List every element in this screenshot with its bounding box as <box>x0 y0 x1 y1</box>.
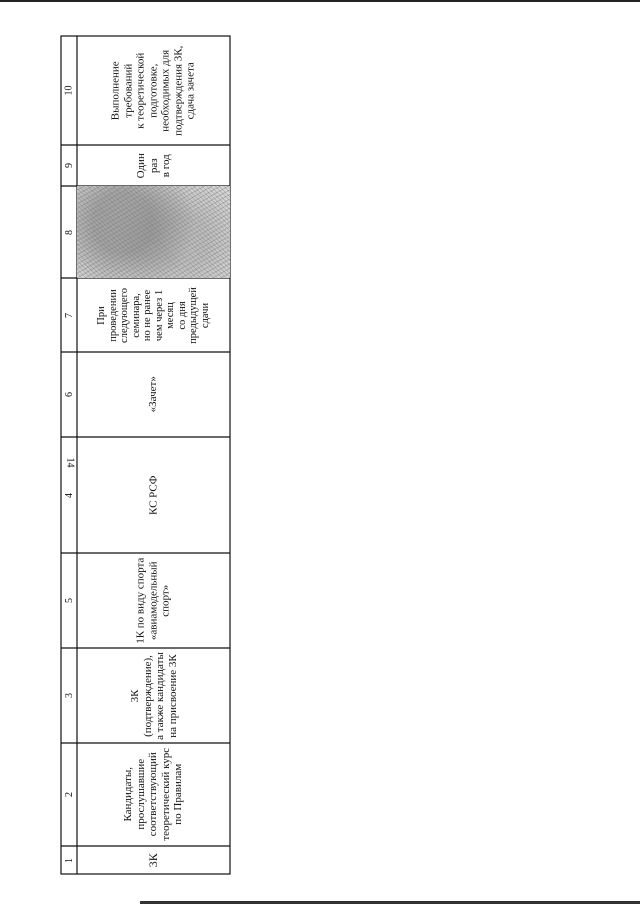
text-line: следующего <box>119 287 130 343</box>
text-line: семинара, <box>130 292 142 338</box>
column-number: 9 <box>63 163 75 168</box>
text-line: (подтверждение), <box>141 654 153 737</box>
cell-text <box>122 748 185 841</box>
cell-text <box>129 652 179 740</box>
header-cell <box>61 36 77 145</box>
text-line: Один <box>134 152 147 179</box>
cell-text: «Зачет» <box>147 376 160 413</box>
text-line: необходимых для <box>159 49 172 132</box>
text-line: Кандидаты, <box>122 767 135 822</box>
text-line: к теоретической <box>134 52 147 129</box>
text-line: предыдущей <box>188 286 199 344</box>
header-cell <box>61 743 77 846</box>
text-line: раз <box>147 158 160 173</box>
cell-frequency <box>77 145 230 186</box>
column-number: 3 <box>63 693 75 698</box>
shaded-cell <box>77 186 230 278</box>
column-number: 6 <box>63 392 75 397</box>
text-line: спорт» <box>159 584 172 617</box>
text-line: месяц <box>165 301 176 329</box>
column-number: 5 <box>63 598 75 603</box>
text-line: требований <box>122 63 135 118</box>
header-cell <box>61 437 77 553</box>
page-number: 14 <box>64 457 76 468</box>
text-line: но не ранее <box>142 289 153 341</box>
text-line: сдачи <box>199 302 211 328</box>
header-cell <box>61 145 77 186</box>
cell-result <box>77 352 230 437</box>
header-cell <box>61 846 77 874</box>
text-line: по Правилам <box>172 764 185 825</box>
text-line: теоретический курс <box>159 748 172 841</box>
header-cell <box>61 553 77 648</box>
column-number: 10 <box>63 85 75 96</box>
header-cell <box>61 352 77 437</box>
cell-text <box>135 557 173 643</box>
cell-text <box>135 153 173 178</box>
cell-organizer <box>77 437 230 553</box>
text-line: прослушавшие <box>134 759 147 830</box>
header-cell <box>61 186 77 278</box>
bottom-border <box>140 901 640 904</box>
column-number: 4 <box>63 492 75 498</box>
text-line: соответствующий <box>147 752 160 837</box>
column-number: 1 <box>63 857 75 863</box>
text-line: При <box>96 305 107 325</box>
text-line: подготовке, <box>147 63 160 118</box>
column-number: 2 <box>63 792 75 797</box>
text-line: сдача зачета <box>184 61 197 120</box>
header-cell <box>61 278 77 352</box>
text-line: чем через 1 <box>153 289 165 341</box>
text-line: «авиамодельный <box>147 561 160 640</box>
cell-retake <box>77 278 230 352</box>
text-line: 1К по виду спорта <box>134 557 147 644</box>
cell-sport <box>77 553 230 648</box>
cell-candidates <box>77 743 230 846</box>
header-cell <box>61 648 77 743</box>
cell-text: КС РСФ <box>147 475 160 515</box>
cell-text: 3К <box>146 852 161 868</box>
column-number: 8 <box>63 229 75 235</box>
text-line: проведении <box>107 288 119 342</box>
text-line: со дня <box>176 300 188 330</box>
text-line: Выполнение <box>109 61 122 120</box>
cell-category <box>77 846 230 874</box>
text-line: 3К <box>128 689 141 702</box>
text-line: в год <box>159 154 172 177</box>
text-line: на присвоение 3К <box>166 653 178 738</box>
text-line: а также кандидаты <box>153 651 166 740</box>
cell-requirements <box>77 36 230 145</box>
cell-text <box>96 287 211 344</box>
column-number: 7 <box>63 312 75 318</box>
text-line: подтверждения 3К, <box>172 45 185 136</box>
cell-qualification <box>77 648 230 743</box>
cell-text <box>110 45 198 135</box>
